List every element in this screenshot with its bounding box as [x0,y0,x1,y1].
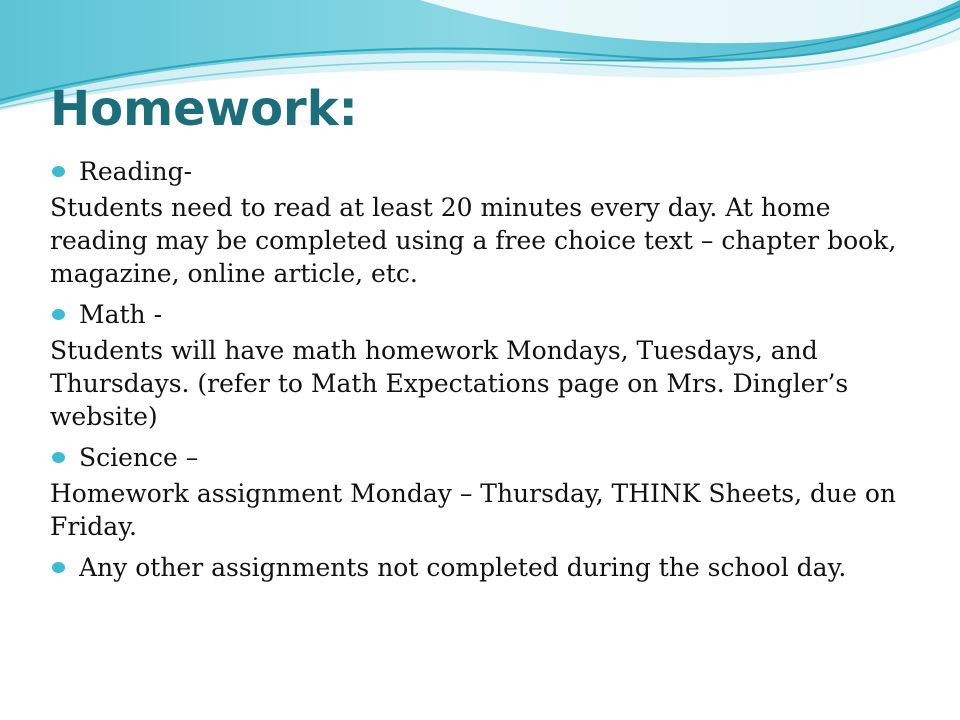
bullet-math [50,298,930,331]
bullet-other-label: Any other assignments not completed during the school day. [79,553,847,582]
bullet-reading-label: Reading- [79,157,193,186]
bullet-dot-icon [52,562,65,573]
bullet-science-label: Science – [79,443,199,472]
bullet-dot-icon [52,452,65,463]
reading-description: Students need to read at least 20 minutes every day. At home reading may be completed using a free choice text – chapter book, magazine, online article, etc. [50,193,897,288]
science-description: Homework assignment Monday – Thursday, THINK Sheets, due on Friday. [50,479,896,541]
bullet-science [50,441,930,474]
bullet-dot-icon [52,309,65,320]
slide-content [50,155,930,587]
bullet-reading [50,155,930,188]
bullet-other [50,551,930,584]
slide-title: Homework: [50,81,358,137]
math-description: Students will have math homework Mondays, Tuesdays, and Thursdays. (refer to Math Expectations page on Mrs. Dingler’s website) [50,336,849,431]
bullet-dot-icon [52,166,65,177]
bullet-math-label: Math - [79,300,163,329]
